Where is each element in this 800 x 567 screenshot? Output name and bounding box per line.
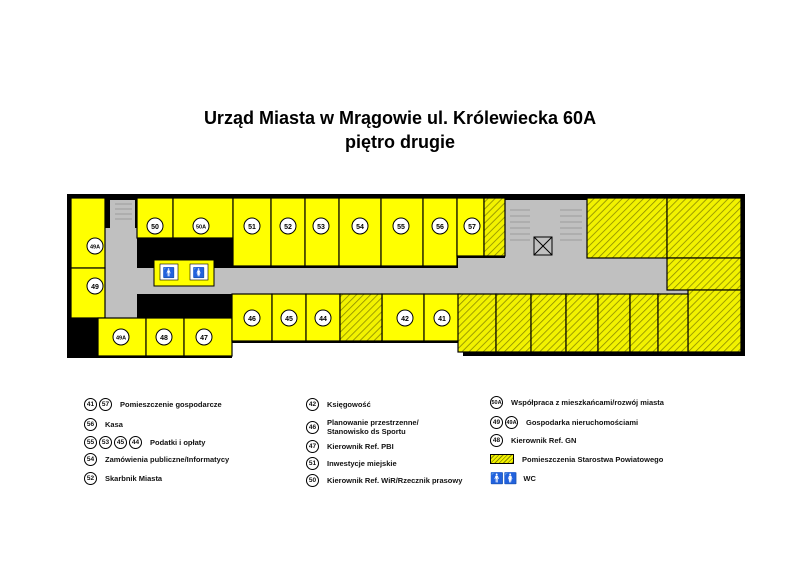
- legend-item: [490, 434, 576, 447]
- plan-subtitle: piętro drugie: [344, 132, 455, 152]
- legend-item: [490, 416, 638, 429]
- plan-title: Urząd Miasta w Mrągowie ul. Królewiecka 60A: [203, 108, 597, 128]
- room-badge-48: [156, 329, 172, 345]
- legend-badge: 50A: [490, 396, 503, 409]
- svg-text:49A: 49A: [115, 335, 127, 342]
- legend-text: Kierownik Ref. PBI: [327, 442, 394, 451]
- room-badge-53: [313, 218, 329, 234]
- svg-text:52: 52: [284, 224, 292, 231]
- legend-text: Gospodarka nieruchomościami: [526, 418, 639, 427]
- svg-text:42: 42: [401, 316, 409, 323]
- legend-badge: 45: [114, 436, 127, 449]
- room-badge-50: [147, 218, 163, 234]
- room-badge-49A: [87, 238, 103, 254]
- room-badge-44: [315, 310, 331, 326]
- svg-text:🚹: 🚹: [162, 268, 176, 279]
- wc-room: [154, 260, 214, 286]
- legend-text: Skarbnik Miasta: [105, 474, 163, 483]
- room-badge-46: [244, 310, 260, 326]
- legend-badge: 41: [84, 398, 97, 411]
- svg-text:57: 57: [468, 224, 476, 231]
- legend-text: Współpraca z mieszkańcami/rozwój miasta: [511, 398, 664, 407]
- starostwo-swatch: [490, 454, 514, 464]
- legend-badge: 53: [99, 436, 112, 449]
- legend-badge: 50: [306, 474, 319, 487]
- svg-text:53: 53: [317, 224, 325, 231]
- legend-badge: 51: [306, 457, 319, 470]
- legend-item: [306, 457, 397, 470]
- svg-text:55: 55: [397, 224, 405, 231]
- legend-badge: 52: [84, 472, 97, 485]
- room-badge-52: [280, 218, 296, 234]
- room-badge-56: [432, 218, 448, 234]
- svg-text:47: 47: [200, 335, 208, 342]
- legend-badge: 54: [84, 453, 97, 466]
- room-badge-51: [244, 218, 260, 234]
- legend-badge: 42: [306, 398, 319, 411]
- room-badge-49: [87, 278, 103, 294]
- legend-text: Kierownik Ref. WiR/Rzecznik prasowy: [327, 476, 463, 485]
- legend-item: [84, 398, 222, 411]
- legend-item: [84, 453, 229, 466]
- room-badge-45: [281, 310, 297, 326]
- svg-text:48: 48: [160, 335, 168, 342]
- legend-badge: 49A: [505, 416, 518, 429]
- legend-text: Zamówienia publiczne/Informatycy: [105, 455, 230, 464]
- svg-text:🚺: 🚺: [192, 268, 206, 279]
- legend-badge: 57: [99, 398, 112, 411]
- legend-item: [84, 472, 162, 485]
- svg-text:46: 46: [248, 316, 256, 323]
- legend-badge: 47: [306, 440, 319, 453]
- svg-text:50: 50: [151, 224, 159, 231]
- svg-text:54: 54: [356, 224, 364, 231]
- svg-text:51: 51: [248, 224, 256, 231]
- legend-badge: 49: [490, 416, 503, 429]
- legend-item: [306, 440, 394, 453]
- room-badge-41: [434, 310, 450, 326]
- svg-text:41: 41: [438, 316, 446, 323]
- legend-item: [306, 474, 462, 487]
- svg-text:44: 44: [319, 316, 327, 323]
- legend-badge: 55: [84, 436, 97, 449]
- legend-item: [306, 398, 371, 411]
- svg-text:49A: 49A: [89, 244, 101, 251]
- room-badge-47: [196, 329, 212, 345]
- legend-item: [306, 418, 419, 436]
- legend-text: Kasa: [105, 420, 123, 429]
- legend-badge: 44: [129, 436, 142, 449]
- legend-text: Pomieszczenie gospodarcze: [120, 400, 222, 409]
- room-badge-55: [393, 218, 409, 234]
- legend-text: Pomieszczenia Starostwa Powiatowego: [522, 454, 664, 464]
- room-badge-50A: [193, 218, 209, 234]
- svg-text:50A: 50A: [195, 224, 207, 231]
- legend-item: [490, 454, 663, 464]
- legend-item: [84, 436, 205, 449]
- room-badge-57: [464, 218, 480, 234]
- legend-badge: 56: [84, 418, 97, 431]
- legend-text: WC: [523, 474, 536, 483]
- room-badge-54: [352, 218, 368, 234]
- svg-text:49: 49: [91, 284, 99, 291]
- room-badge-42: [397, 310, 413, 326]
- legend-text: Kierownik Ref. GN: [511, 436, 577, 445]
- legend-text: Planowanie przestrzenne/ Stanowisko ds Sportu: [327, 418, 419, 436]
- legend-text: Podatki i opłaty: [150, 438, 206, 447]
- legend-text: Księgowość: [327, 400, 371, 409]
- room-badge-49A-lower: [113, 329, 129, 345]
- legend-item: [490, 396, 664, 409]
- legend-badge: 46: [306, 421, 319, 434]
- legend-item: [84, 418, 123, 431]
- svg-text:45: 45: [285, 316, 293, 323]
- svg-text:56: 56: [436, 224, 444, 231]
- legend-text: Inwestycje miejskie: [327, 459, 397, 468]
- wc-icon: 🚹🚺: [490, 472, 518, 485]
- legend-badge: 48: [490, 434, 503, 447]
- legend-item: [490, 472, 536, 485]
